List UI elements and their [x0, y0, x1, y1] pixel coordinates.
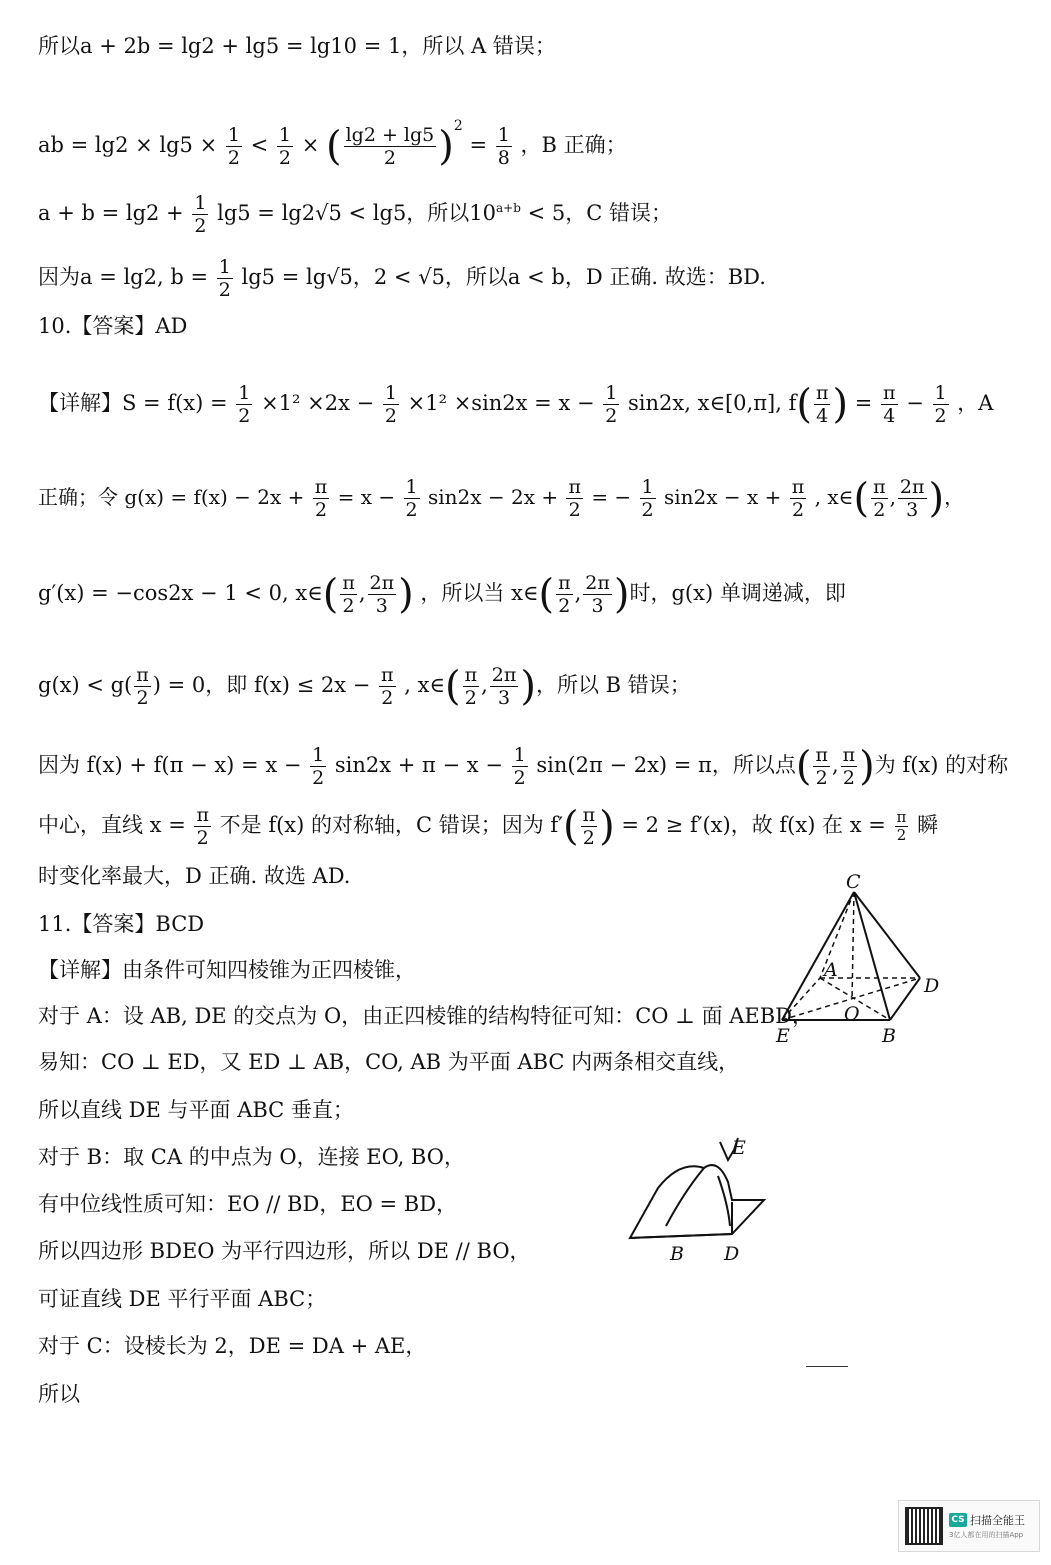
- text-l3-a: a + b = lg2 +: [38, 201, 191, 225]
- frac-num: 2π: [369, 572, 395, 594]
- text-l2-a: ab = lg2 × lg5 ×: [38, 133, 224, 157]
- label-c: C: [846, 871, 861, 893]
- cs-logo-icon: CS: [949, 1513, 967, 1527]
- text-l5-g: ，A: [957, 391, 994, 415]
- frac-num: 1: [218, 256, 231, 278]
- text-l6-e: sin2x − x +: [664, 485, 788, 509]
- paren-right: ): [438, 123, 454, 170]
- badge-subtitle: 3亿人都在用的扫描App: [949, 1531, 1024, 1539]
- line-8: g(x) < g( $\frac{\pi}{2}$ ) = 0，即 f(x) ≤ 2x − $\frac{\pi}{2}$ , x∈( $\frac{\pi}{2}$ , $\frac{2\pi}{3}$ )，所以 B 错误；: [38, 663, 691, 710]
- line-15: [38, 1096, 354, 1124]
- text-l5-a: 【详解】S = f(x) =: [38, 391, 235, 415]
- label-b: B: [670, 1243, 684, 1265]
- frac-num: π: [568, 476, 581, 498]
- text-l5-d: sin2x, x∈[0,π], f: [628, 391, 797, 415]
- frac-den: 3: [591, 595, 604, 617]
- edge-cd: [854, 892, 920, 978]
- frac-den: 4: [883, 405, 896, 427]
- fraction: [556, 572, 573, 617]
- text-l4-b: lg5 = lg√5，2 < √5，所以a < b，D 正确. 故选：BD.: [241, 265, 766, 289]
- frac-num: 1: [497, 124, 510, 146]
- text-l5-f: −: [906, 391, 931, 415]
- text-l14: 易知：CO ⊥ ED，又 ED ⊥ AB，CO, AB 为平面 ABC 内两条相交直线，: [38, 1050, 740, 1074]
- text-l1: 所以a + 2b = lg2 + lg5 = lg10 = 1，所以 A 错误；: [38, 34, 556, 58]
- line-16: [38, 1143, 465, 1171]
- fraction: [236, 382, 252, 427]
- line-11: [38, 862, 350, 890]
- text-l10-a: 中心，直线 x =: [38, 813, 193, 837]
- frac-den: 8: [497, 147, 510, 169]
- label-d: D: [924, 975, 940, 997]
- frac-num: π: [314, 476, 328, 498]
- text-l8-a: g(x) < g(: [38, 673, 133, 697]
- fraction: [217, 256, 233, 301]
- fraction: [310, 744, 326, 789]
- frac-num: π: [381, 664, 394, 686]
- frac-den: 2: [227, 147, 240, 169]
- text-l7-a: g′(x) = −cos2x − 1 < 0, x∈: [38, 581, 323, 605]
- text-q10: 10.【答案】AD: [38, 314, 188, 338]
- line-3: [38, 192, 672, 237]
- badge-text: [949, 1512, 1025, 1540]
- line-17: [38, 1190, 457, 1218]
- text-l6-b: = x −: [337, 485, 402, 509]
- paren-left: (: [795, 743, 812, 790]
- label-e: E: [732, 1137, 746, 1159]
- frac-den: 2: [568, 499, 581, 521]
- fraction: [933, 382, 949, 427]
- paren-right: ): [520, 663, 536, 710]
- fraction: [194, 804, 211, 849]
- line-7: g′(x) = −cos2x − 1 < 0, x∈( $\frac{\pi}{2}$ , $\frac{2\pi}{3}$ ) ，所以当 x∈( $\frac{\pi}{2}$ , $\frac{2\pi}{3}$ )时，g(x) 单调递减，即: [38, 571, 846, 618]
- badge-title: [949, 1512, 1025, 1528]
- frac-den: 2: [791, 499, 805, 521]
- fraction: [881, 382, 898, 427]
- fraction: [490, 664, 519, 709]
- frac-den: 2: [314, 499, 328, 521]
- frac-num: lg2 + lg5: [345, 124, 435, 146]
- text-l9-c: sin(2π − 2x) = π，所以点: [536, 753, 796, 777]
- edge-bd: [890, 978, 920, 1020]
- paren-right: ): [398, 571, 414, 618]
- frac-num: 2π: [899, 476, 925, 498]
- line-6: 正确；令 g(x) = f(x) − 2x + $\frac{\pi}{2}$ = x − $\frac{1}{2}$ sin2x − 2x + $\frac{\pi}{2}$ = − $\frac{1}{2}$ sin2x − x + $\frac{\pi}{2}$ , x∈( $\frac{\pi}{2}$ , $\frac{2\pi}{3}$ )，: [38, 475, 965, 522]
- line-9: 因为 f(x) + f(π − x) = x − $\frac{1}{2}$ sin2x + π − x − $\frac{1}{2}$ sin(2π − 2x) = π，所以点( $\frac{\pi}{2}$ , $\frac{\pi}{2}$ )为 f(x) 的对称: [38, 743, 1009, 790]
- fraction: [512, 744, 528, 789]
- text-l6-g: ，: [944, 485, 965, 509]
- line-18: [38, 1237, 531, 1265]
- text-l12: 【详解】由条件可知四棱锥为正四棱锥，: [38, 958, 416, 982]
- fraction: [277, 124, 293, 169]
- text-l9-d: 为 f(x) 的对称: [874, 753, 1009, 777]
- label-d: D: [724, 1243, 740, 1265]
- fraction: [871, 476, 888, 521]
- fraction: [383, 382, 399, 427]
- text-l2-c: ×: [301, 133, 326, 157]
- frac-num: π: [842, 744, 856, 766]
- frac-num: 1: [238, 382, 251, 404]
- paren-right: ): [599, 803, 615, 850]
- text-l19: 可证直线 DE 平行平面 ABC；: [38, 1287, 327, 1311]
- frac-num: 1: [641, 476, 654, 498]
- text-l8-b: ) = 0，即 f(x) ≤ 2x −: [152, 673, 378, 697]
- text-l13: 对于 A：设 AB, DE 的交点为 O，由正四棱锥的结构特征可知：CO ⊥ 面 AEBD，: [38, 1004, 814, 1028]
- frac-den: 2: [381, 687, 394, 709]
- paren-left: (: [322, 571, 339, 618]
- fraction: [340, 572, 357, 617]
- frac-num: π: [136, 664, 149, 686]
- frac-den: 3: [498, 687, 511, 709]
- frac-den: 2: [934, 405, 947, 427]
- frac-den: 2: [405, 499, 418, 521]
- text-q11: 11.【答案】BCD: [38, 912, 205, 936]
- text-l7-b: ，所以当 x∈: [420, 581, 539, 605]
- frac-den: 2: [238, 405, 251, 427]
- frac-den: 2: [312, 767, 325, 789]
- exponent: a+b: [496, 201, 521, 215]
- frac-num: π: [791, 476, 805, 498]
- label-o: O: [844, 1003, 860, 1025]
- line-10: [38, 804, 938, 849]
- frac-num: π: [558, 572, 571, 594]
- line-19: [38, 1285, 326, 1313]
- frac-den: 3: [906, 499, 919, 521]
- fraction: [368, 572, 397, 617]
- fraction: [226, 124, 242, 169]
- text-l6-d: = −: [591, 485, 638, 509]
- pyramid-figure: [770, 868, 950, 1048]
- frac-den: 2: [196, 827, 209, 849]
- frac-den: 2: [464, 687, 477, 709]
- frac-den: 2: [605, 405, 618, 427]
- frac-den: 2: [896, 826, 907, 844]
- text-l9-a: 因为 f(x) + f(π − x) = x −: [38, 753, 309, 777]
- paren-left: (: [538, 571, 555, 618]
- text-l21: 所以: [38, 1382, 80, 1406]
- divider-line: [806, 1366, 848, 1367]
- sketch-base: [630, 1234, 732, 1238]
- frac-num: 1: [384, 382, 397, 404]
- frac-num: 1: [405, 476, 418, 498]
- line-4: [38, 256, 766, 301]
- fraction: [790, 476, 807, 521]
- frac-den: 4: [816, 405, 829, 427]
- frac-num: 2π: [491, 664, 517, 686]
- fraction: [813, 744, 830, 789]
- line-14: [38, 1048, 739, 1076]
- text-l2-b: <: [250, 133, 275, 157]
- paren-left: (: [562, 803, 579, 850]
- line-12: [38, 956, 416, 984]
- text-l9-b: sin2x + π − x −: [334, 753, 510, 777]
- paren-right: ): [832, 381, 849, 428]
- fraction: [814, 382, 831, 427]
- text-l11: 时变化率最大，D 正确. 故选 AD.: [38, 864, 351, 888]
- text-l6-a: 正确；令 g(x) = f(x) − 2x +: [38, 485, 311, 509]
- frac-num: π: [464, 664, 478, 686]
- exponent: 2: [453, 118, 463, 134]
- frac-den: 2: [513, 767, 526, 789]
- frac-den: 2: [342, 595, 355, 617]
- frac-num: π: [815, 744, 828, 766]
- text-l3-c: < 5，C 错误；: [520, 201, 672, 225]
- label-e: E: [776, 1025, 790, 1047]
- fraction: [898, 476, 927, 521]
- frac-den: 3: [375, 595, 388, 617]
- text-l3-b: lg5 = lg2√5 < lg5，所以10: [217, 201, 497, 225]
- frac-den: 2: [842, 767, 855, 789]
- frac-num: π: [883, 382, 896, 404]
- paren-left: (: [444, 663, 461, 710]
- frac-num: 1: [605, 382, 618, 404]
- frac-num: π: [342, 572, 355, 594]
- frac-den: 2: [582, 827, 595, 849]
- fraction: [566, 476, 583, 521]
- text-l10-b: 不是 f(x) 的对称轴，C 错误；因为 f′: [219, 813, 563, 837]
- line-1: [38, 32, 556, 60]
- paren-right: ): [613, 571, 630, 618]
- fraction: [134, 664, 151, 709]
- line-20: [38, 1332, 426, 1360]
- fraction: [379, 664, 396, 709]
- text-l5-c: ×1² ×sin2x = x −: [407, 391, 602, 415]
- frac-num: 1: [934, 382, 947, 404]
- fraction: [313, 476, 330, 521]
- text-l7-c: 时，g(x) 单调递减，即: [629, 581, 846, 605]
- frac-den: 2: [383, 147, 396, 169]
- fraction: [463, 664, 480, 709]
- text-l20: 对于 C：设棱长为 2，DE = DA + AE，: [38, 1334, 427, 1358]
- paren-left: (: [325, 123, 342, 170]
- sketch-figure: [620, 1130, 780, 1270]
- line-13: [38, 1002, 813, 1030]
- paren-right: ): [928, 475, 945, 522]
- frac-den: 2: [278, 147, 291, 169]
- answer-10: [38, 312, 187, 340]
- paren-left: (: [853, 475, 870, 522]
- frac-num: 1: [194, 192, 207, 214]
- text-l16: 对于 B：取 CA 的中点为 O，连接 EO, BO，: [38, 1145, 465, 1169]
- fraction: [895, 809, 909, 844]
- fraction: [192, 192, 208, 237]
- frac-den: 2: [384, 405, 397, 427]
- scanner-app-badge: [898, 1500, 1040, 1552]
- fraction: [603, 382, 619, 427]
- text-l10-c: = 2 ≥ f′(x)，故 f(x) 在 x =: [614, 813, 893, 837]
- frac-den: 2: [873, 499, 886, 521]
- paren-right: ): [859, 743, 875, 790]
- frac-den: 2: [218, 279, 231, 301]
- fraction: [344, 124, 437, 169]
- badge-title-text: 扫描全能王: [970, 1514, 1025, 1527]
- frac-den: 2: [641, 499, 654, 521]
- label-a: A: [824, 959, 838, 981]
- line-2: [38, 112, 627, 169]
- text-l8-c: , x∈: [404, 673, 445, 697]
- text-l5-e: =: [854, 391, 880, 415]
- fraction: [841, 744, 858, 789]
- fraction: [581, 804, 598, 849]
- frac-den: 2: [194, 215, 207, 237]
- frac-den: 2: [136, 687, 149, 709]
- text-l4-a: 因为a = lg2, b =: [38, 265, 215, 289]
- answer-11: [38, 910, 204, 938]
- label-b: B: [882, 1025, 896, 1047]
- line-5: [38, 382, 993, 427]
- frac-num: π: [815, 382, 829, 404]
- text-l2-e: ，B 正确；: [520, 133, 627, 157]
- fraction: [404, 476, 420, 521]
- fraction: [583, 572, 612, 617]
- text-l10-d: 瞬: [910, 813, 939, 837]
- frac-num: π: [873, 476, 886, 498]
- frac-den: 2: [558, 595, 571, 617]
- frac-num: 1: [312, 744, 325, 766]
- frac-num: π: [582, 804, 596, 826]
- text-l15: 所以直线 DE 与平面 ABC 垂直；: [38, 1098, 354, 1122]
- frac-num: 2π: [585, 572, 610, 594]
- frac-num: π: [196, 804, 209, 826]
- text-l8-d: ，所以 B 错误；: [535, 673, 691, 697]
- line-21: [38, 1380, 80, 1408]
- height-co: [852, 892, 854, 1000]
- text-l6-c: sin2x − 2x +: [427, 485, 565, 509]
- frac-num: 1: [227, 124, 240, 146]
- paren-left: (: [796, 381, 812, 428]
- text-l6-f: , x∈: [814, 485, 854, 509]
- frac-num: 1: [278, 124, 291, 146]
- text-l2-d: =: [469, 133, 494, 157]
- frac-num: π: [896, 808, 907, 826]
- frac-den: 2: [815, 767, 828, 789]
- frac-num: 1: [513, 744, 526, 766]
- sketch-inner: [666, 1168, 704, 1226]
- text-l17: 有中位线性质可知：EO // BD，EO = BD，: [38, 1192, 458, 1216]
- qr-code-icon: [905, 1507, 943, 1545]
- fraction: [496, 124, 512, 169]
- text-l18: 所以四边形 BDEO 为平行四边形，所以 DE // BO，: [38, 1239, 531, 1263]
- text-l5-b: ×1² ×2x −: [261, 391, 381, 415]
- fraction: [640, 476, 656, 521]
